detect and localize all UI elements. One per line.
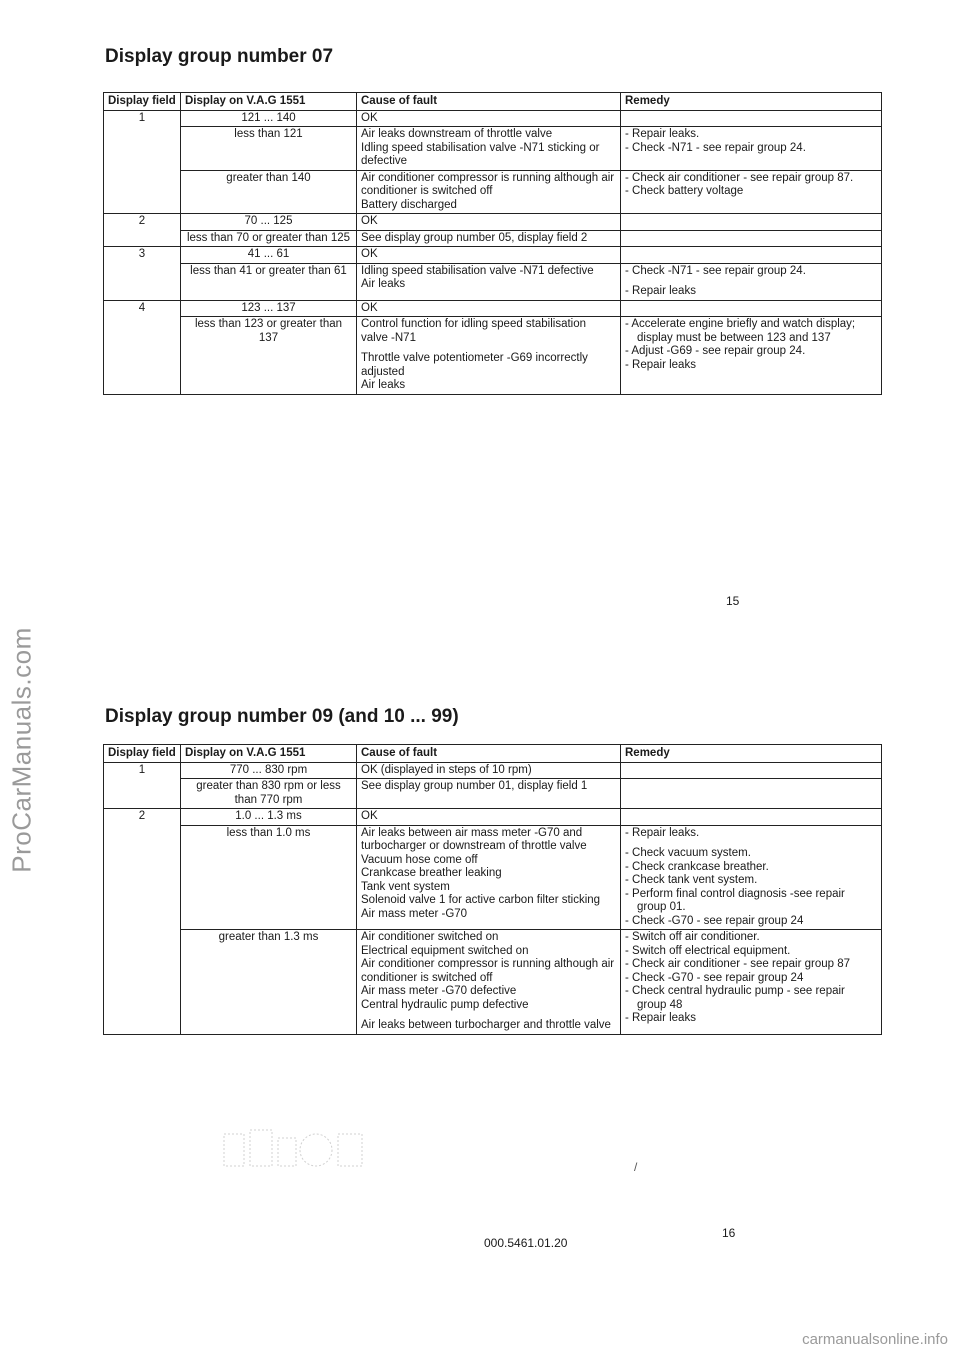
cause-line: Central hydraulic pump defective — [361, 998, 529, 1011]
cause-line: OK — [361, 810, 378, 822]
display-value-cell: 123 ... 137 — [181, 300, 357, 317]
remedy-cell — [621, 809, 882, 826]
cause-line: OK — [361, 215, 378, 227]
cause-line: Air conditioner switched on — [361, 931, 499, 943]
remedy-item: - Check -G70 - see repair group 24 — [625, 914, 804, 927]
display-value-cell: 770 ... 830 rpm — [181, 762, 357, 779]
table-row — [104, 300, 882, 317]
cause-line: Control function for idling speed stabilisation valve -N71 — [361, 318, 587, 344]
remedy-item: - Check -G70 - see repair group 24 — [625, 971, 804, 984]
remedy-item: - Perform final control diagnosis -see repair group 01. — [625, 887, 845, 913]
remedy-cell — [621, 779, 882, 809]
display-value-cell: greater than 1.3 ms — [181, 930, 357, 1035]
table-row — [104, 809, 882, 826]
cause-line: Battery discharged — [361, 198, 457, 211]
table-row — [104, 825, 882, 930]
table-row — [104, 317, 882, 395]
remedy-cell — [621, 300, 882, 317]
table-header-row — [104, 745, 882, 763]
cause-line: See display group number 05, display field 2 — [361, 231, 588, 244]
cause-line: Air leaks downstream of throttle valve — [361, 128, 553, 140]
cause-line: Air conditioner compressor is running although air conditioner is switched off — [361, 171, 615, 197]
display-value-cell: 121 ... 140 — [181, 110, 357, 127]
cause-line: Air mass meter -G70 — [361, 907, 468, 920]
display-value-cell: less than 41 or greater than 61 — [181, 263, 357, 300]
display-value-cell: less than 123 or greater than 137 — [181, 317, 357, 395]
display-value-cell: 70 ... 125 — [181, 214, 357, 231]
remedy-cell — [621, 214, 882, 231]
remedy-item: - Check -N71 - see repair group 24. — [625, 141, 806, 154]
cause-line: Tank vent system — [361, 880, 450, 893]
remedy-cell — [621, 825, 882, 930]
cause-cell — [357, 779, 621, 809]
cause-line: Solenoid valve 1 for active carbon filter sticking — [361, 894, 601, 906]
cause-line: Air leaks between air mass meter -G70 and turbocharger or downstream of throttle valve — [361, 826, 587, 852]
remedy-cell — [621, 170, 882, 214]
cause-cell — [357, 809, 621, 826]
display-field-cell: 2 — [104, 809, 181, 1035]
table-row — [104, 263, 882, 300]
document-code: 000.5461.01.20 — [484, 1236, 568, 1250]
cause-line: OK — [361, 248, 378, 260]
cause-cell — [357, 300, 621, 317]
column-header-cause: Cause of fault — [357, 93, 621, 111]
cause-cell — [357, 317, 621, 395]
cause-line: OK — [361, 111, 378, 124]
column-header-display: Display on V.A.G 1551 — [181, 745, 357, 763]
stray-mark: / — [634, 1160, 638, 1174]
remedy-item: - Check battery voltage — [625, 185, 744, 197]
side-watermark-text: ProCarManuals.com — [6, 627, 37, 873]
remedy-item: - Check central hydraulic pump - see repair group 48 — [625, 985, 845, 1011]
table-row — [104, 779, 882, 809]
remedy-item: - Repair leaks. — [625, 826, 700, 839]
display-field-cell: 1 — [104, 110, 181, 214]
page-number: 15 — [726, 594, 740, 608]
cause-line: Air leaks — [361, 379, 406, 391]
cause-line: Air leaks — [361, 278, 406, 290]
table-row — [104, 230, 882, 247]
cause-line: Electrical equipment switched on — [361, 944, 529, 957]
column-header-remedy: Remedy — [621, 93, 882, 111]
side-watermark — [2, 560, 42, 940]
column-header-cause: Cause of fault — [357, 745, 621, 763]
section1-title: Display group number 07 — [105, 46, 334, 67]
display-value-cell: less than 70 or greater than 125 — [181, 230, 357, 247]
display-value-cell: 41 ... 61 — [181, 247, 357, 264]
table-row — [104, 110, 882, 127]
cause-line: Vacuum hose come off — [361, 853, 478, 866]
table-row — [104, 247, 882, 264]
remedy-item: - Check tank vent system. — [625, 874, 758, 886]
table-row — [104, 762, 882, 779]
remedy-item: - Repair leaks. — [625, 128, 700, 140]
display-value-cell: less than 1.0 ms — [181, 825, 357, 930]
remedy-cell — [621, 127, 882, 171]
publisher-emblem — [220, 1120, 370, 1176]
cause-cell — [357, 825, 621, 930]
cause-line: See display group number 01, display field 1 — [361, 780, 588, 792]
remedy-cell — [621, 263, 882, 300]
table-row — [104, 127, 882, 171]
display-field-cell: 3 — [104, 247, 181, 301]
table-row — [104, 170, 882, 214]
cause-cell — [357, 230, 621, 247]
remedy-item: - Check crankcase breather. — [625, 860, 769, 873]
table-row — [104, 214, 882, 231]
cause-cell — [357, 263, 621, 300]
column-header-display-field: Display field — [104, 745, 181, 763]
fault-table-group-07 — [103, 92, 882, 395]
remedy-item: - Repair leaks — [625, 1012, 696, 1024]
remedy-cell — [621, 247, 882, 264]
cause-line: Throttle valve potentiometer -G69 incorrectly adjusted — [361, 352, 588, 378]
display-value-cell: less than 121 — [181, 127, 357, 171]
remedy-item: - Adjust -G69 - see repair group 24. — [625, 345, 806, 357]
cause-cell — [357, 247, 621, 264]
cause-line: OK (displayed in steps of 10 rpm) — [361, 763, 532, 776]
column-header-display: Display on V.A.G 1551 — [181, 93, 357, 111]
cause-line: Idling speed stabilisation valve -N71 defective — [361, 264, 594, 277]
cause-cell — [357, 170, 621, 214]
remedy-item: - Check -N71 - see repair group 24. — [625, 264, 806, 277]
section2-title: Display group number 09 (and 10 ... 99) — [105, 706, 459, 727]
remedy-item: - Check vacuum system. — [625, 847, 751, 859]
column-header-remedy: Remedy — [621, 745, 882, 763]
cause-line: Air conditioner compressor is running although air conditioner is switched off — [361, 958, 615, 984]
page-number: 16 — [722, 1226, 736, 1240]
cause-line: OK — [361, 301, 378, 314]
fault-table-group-09 — [103, 744, 882, 1035]
cause-cell — [357, 930, 621, 1035]
remedy-item: - Check air conditioner - see repair group 87. — [625, 171, 854, 184]
cause-line: Air mass meter -G70 defective — [361, 985, 517, 997]
display-value-cell: greater than 830 rpm or less than 770 rpm — [181, 779, 357, 809]
remedy-cell — [621, 762, 882, 779]
cause-cell — [357, 127, 621, 171]
remedy-cell — [621, 110, 882, 127]
display-value-cell: 1.0 ... 1.3 ms — [181, 809, 357, 826]
column-header-display-field: Display field — [104, 93, 181, 111]
remedy-item: - Repair leaks — [625, 285, 696, 297]
cause-line: Crankcase breather leaking — [361, 867, 502, 879]
remedy-item: - Repair leaks — [625, 358, 696, 371]
display-field-cell: 1 — [104, 762, 181, 809]
cause-cell — [357, 762, 621, 779]
remedy-cell — [621, 230, 882, 247]
table-header-row — [104, 93, 882, 111]
remedy-item: - Check air conditioner - see repair group 87 — [625, 958, 851, 970]
cause-cell — [357, 214, 621, 231]
display-field-cell: 4 — [104, 300, 181, 394]
cause-line: Air leaks between turbocharger and throttle valve — [361, 1019, 611, 1031]
remedy-cell — [621, 317, 882, 395]
footer-watermark: carmanualsonline.info — [802, 1331, 948, 1348]
cause-cell — [357, 110, 621, 127]
remedy-item: - Switch off electrical equipment. — [625, 944, 791, 957]
display-value-cell: greater than 140 — [181, 170, 357, 214]
cause-line: Idling speed stabilisation valve -N71 sticking or defective — [361, 141, 600, 167]
table-row — [104, 930, 882, 1035]
remedy-cell — [621, 930, 882, 1035]
remedy-item: - Switch off air conditioner. — [625, 931, 760, 943]
display-field-cell: 2 — [104, 214, 181, 247]
remedy-item: - Accelerate engine briefly and watch display; display must be between 123 and 137 — [625, 318, 856, 344]
